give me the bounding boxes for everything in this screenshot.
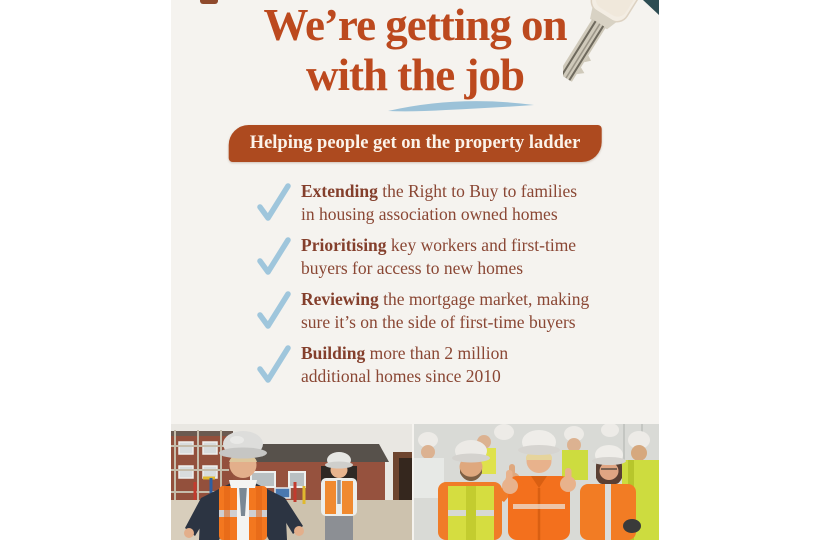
title-line-2: with the job [305, 50, 524, 100]
checkmark-icon [257, 237, 291, 277]
bullet-building [257, 342, 653, 388]
bullet-list [257, 180, 653, 396]
bullet-lead: Extending [301, 181, 378, 201]
bullet-rest: the mortgage market, making [378, 289, 590, 309]
bullet-text [301, 234, 576, 280]
banner [229, 125, 602, 162]
bullet-reviewing [257, 288, 653, 334]
photo-construction-site [171, 424, 412, 540]
photo-strip [171, 424, 659, 540]
bullet-lead: Building [301, 343, 366, 363]
bullet-lead: Prioritising [301, 235, 387, 255]
swoosh-underline [388, 99, 534, 113]
thumbs-up-group-illustration [414, 424, 659, 540]
bullet-prioritising [257, 234, 653, 280]
bullet-line2: additional homes since 2010 [301, 366, 501, 386]
bullet-line2: buyers for access to new homes [301, 258, 524, 278]
construction-site-illustration [171, 424, 412, 540]
page-title [171, 0, 659, 100]
campaign-poster [171, 0, 659, 540]
bullet-text [301, 180, 577, 226]
checkmark-icon [257, 345, 291, 385]
bullet-rest: more than 2 million [365, 343, 509, 363]
checkmark-icon [257, 291, 291, 331]
title-line-1: We’re getting on [263, 0, 567, 50]
banner-label: Helping people get on the property ladder [249, 133, 581, 153]
bullet-extending [257, 180, 653, 226]
bullet-text [301, 342, 508, 388]
bullet-lead: Reviewing [301, 289, 379, 309]
checkmark-icon [257, 183, 291, 223]
worker-figure [321, 452, 357, 540]
bullet-rest: key workers and first-time [386, 235, 577, 255]
bullet-text [301, 288, 589, 334]
bullet-line2: in housing association owned homes [301, 204, 558, 224]
photo-thumbs-up-group [414, 424, 659, 540]
bullet-rest: the Right to Buy to families [377, 181, 578, 201]
bullet-line2: sure it’s on the side of first-time buyers [301, 312, 576, 332]
